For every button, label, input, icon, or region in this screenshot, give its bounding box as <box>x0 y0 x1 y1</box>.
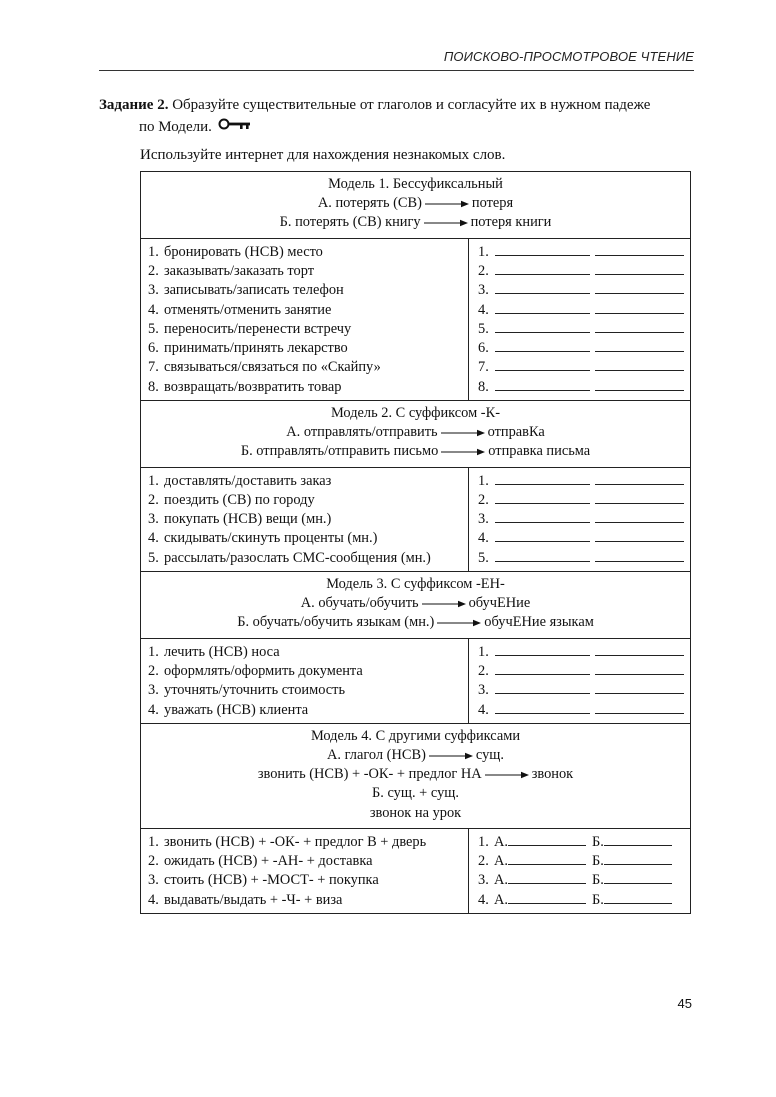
answer-number: 1. <box>478 643 489 660</box>
answer-blank-a[interactable] <box>508 852 586 865</box>
answer-column <box>469 639 690 723</box>
item-number: 6. <box>148 340 159 357</box>
model-example <box>145 594 686 613</box>
answer-item <box>478 891 690 910</box>
answer-blank-object[interactable] <box>595 510 684 523</box>
item-number: 3. <box>148 511 159 528</box>
answer-item <box>478 549 690 568</box>
answer-blank-object[interactable] <box>595 529 684 542</box>
item-number: 7. <box>148 359 159 376</box>
arrow-icon <box>422 600 466 608</box>
answer-number: 4. <box>478 701 489 718</box>
answer-item <box>478 262 690 281</box>
answer-label-b: Б. <box>592 833 604 850</box>
hint-text: Используйте интернет для нахождения незнакомых слов. <box>140 147 506 163</box>
exercise-rows <box>141 829 690 913</box>
answer-number: 3. <box>478 872 489 889</box>
item-number: 3. <box>148 682 159 699</box>
answer-number: 6. <box>478 340 489 357</box>
answer-blank-object[interactable] <box>595 378 684 391</box>
answer-label-a: А. <box>494 853 508 870</box>
item-number: 1. <box>148 643 159 660</box>
answer-item <box>478 833 690 852</box>
model-header <box>141 572 690 639</box>
model-title: Модель 3. С суффиксом -ЕН- <box>326 576 505 593</box>
answer-blank-noun[interactable] <box>495 358 590 371</box>
exercise-item <box>148 262 468 281</box>
answer-item <box>478 339 690 358</box>
model-title: Модель 4. С другими суффиксами <box>310 727 521 744</box>
item-number: 2. <box>148 262 159 279</box>
answer-number: 8. <box>478 378 489 395</box>
model-header <box>141 401 690 468</box>
exercise-item <box>148 871 468 890</box>
model-header <box>141 172 690 239</box>
item-text: оформлять/оформить документа <box>164 662 363 679</box>
example-source: Б. обучать/обучить языкам (мн.) <box>237 614 435 631</box>
answer-item <box>478 491 690 510</box>
item-text: покупать (НСВ) вещи (мн.) <box>164 511 332 528</box>
answer-label-b: Б. <box>592 872 604 889</box>
answer-number: 7. <box>478 359 489 376</box>
exercise-item <box>148 472 468 491</box>
answer-blank-noun[interactable] <box>495 378 590 391</box>
answer-number: 3. <box>478 511 489 528</box>
answer-blank-object[interactable] <box>595 281 684 294</box>
answer-item <box>478 871 690 890</box>
exercise-item <box>148 320 468 339</box>
answer-blank-noun[interactable] <box>495 529 590 542</box>
exercise-item <box>148 301 468 320</box>
exercise-item <box>148 281 468 300</box>
model-title: Модель 1. Бессуфиксальный <box>328 176 503 192</box>
answer-blank-object[interactable] <box>595 701 684 714</box>
exercise-item <box>148 643 468 662</box>
task-label: Задание 2. <box>99 97 169 113</box>
answer-blank-b[interactable] <box>604 852 672 865</box>
exercise-rows <box>141 239 690 401</box>
answer-blank-object[interactable] <box>595 472 684 485</box>
item-text: отменять/отменить занятие <box>164 301 332 318</box>
item-text: ожидать (НСВ) + -АН- + доставка <box>164 853 373 870</box>
example-result: сущ. <box>475 747 504 764</box>
answer-item <box>478 281 690 300</box>
answer-blank-object[interactable] <box>595 681 684 694</box>
answer-blank-object[interactable] <box>595 643 684 656</box>
exercise-item <box>148 358 468 377</box>
answer-number: 1. <box>478 833 489 850</box>
answer-blank-a[interactable] <box>508 871 586 884</box>
item-number: 5. <box>148 320 159 337</box>
exercise-item <box>148 529 468 548</box>
answer-number: 4. <box>478 301 489 318</box>
example-source: Б. потерять (СВ) книгу <box>279 214 421 231</box>
answer-blank-b[interactable] <box>604 833 672 846</box>
exercise-prompts <box>141 468 469 571</box>
models-table <box>140 171 691 914</box>
exercise-item <box>148 701 468 720</box>
arrow-icon <box>424 219 468 227</box>
exercise-item <box>148 681 468 700</box>
exercise-item <box>148 491 468 510</box>
answer-blank-noun[interactable] <box>495 701 590 714</box>
item-text: стоить (НСВ) + -МОСТ- + покупка <box>164 872 379 889</box>
item-text: выдавать/выдать + -Ч- + виза <box>164 891 343 908</box>
answer-blank-noun[interactable] <box>495 339 590 352</box>
example-result: потеря книги <box>470 214 552 231</box>
item-number: 1. <box>148 833 159 850</box>
key-icon <box>218 116 252 138</box>
answer-blank-object[interactable] <box>595 549 684 562</box>
task-line-2 <box>99 116 699 138</box>
answer-number: 2. <box>478 262 489 279</box>
example-result: звонок <box>531 766 574 783</box>
answer-blank-noun[interactable] <box>495 281 590 294</box>
item-text: возвращать/возвратить товар <box>164 378 342 395</box>
item-text: уточнять/уточнить стоимость <box>164 682 346 699</box>
answer-blank-object[interactable] <box>595 662 684 675</box>
answer-column <box>469 239 690 400</box>
answer-column <box>469 829 690 913</box>
example-source: Б. отправлять/отправить письмо <box>240 443 439 460</box>
answer-number: 3. <box>478 282 489 299</box>
item-text: звонить (НСВ) + -ОК- + предлог В + дверь <box>164 833 427 850</box>
answer-blank-b[interactable] <box>604 891 672 904</box>
task-text-2: по Модели. <box>139 119 212 135</box>
example-source: А. обучать/обучить <box>300 595 419 612</box>
item-number: 3. <box>148 282 159 299</box>
answer-item <box>478 320 690 339</box>
answer-item <box>478 529 690 548</box>
exercise-item <box>148 891 468 910</box>
page-number: 45 <box>677 996 692 1011</box>
item-number: 1. <box>148 243 159 260</box>
arrow-icon <box>429 752 473 760</box>
answer-number: 2. <box>478 662 489 679</box>
example-result: отправка письма <box>488 443 591 460</box>
item-text: скидывать/скинуть проценты (мн.) <box>164 530 378 547</box>
answer-item <box>478 243 690 262</box>
item-text: уважать (НСВ) клиента <box>164 701 309 718</box>
answer-number: 4. <box>478 530 489 547</box>
answer-blank-object[interactable] <box>595 301 684 314</box>
answer-label-b: Б. <box>592 891 604 908</box>
answer-label-a: А. <box>494 872 508 889</box>
answer-number: 5. <box>478 320 489 337</box>
model-header <box>141 724 690 829</box>
answer-item <box>478 378 690 397</box>
exercise-item <box>148 510 468 529</box>
arrow-icon <box>425 200 469 208</box>
item-number: 8. <box>148 378 159 395</box>
answer-blank-noun[interactable] <box>495 491 590 504</box>
item-number: 3. <box>148 872 159 889</box>
item-text: поездить (СВ) по городу <box>164 491 315 508</box>
answer-number: 2. <box>478 853 489 870</box>
item-text: записывать/записать телефон <box>164 282 344 299</box>
arrow-icon <box>437 619 481 627</box>
answer-item <box>478 358 690 377</box>
answer-item <box>478 472 690 491</box>
item-text: заказывать/заказать торт <box>164 262 315 279</box>
arrow-icon <box>485 771 529 779</box>
answer-column <box>469 468 690 571</box>
task-instruction <box>99 94 699 138</box>
answer-blank-b[interactable] <box>604 871 672 884</box>
answer-label-b: Б. <box>592 853 604 870</box>
answer-number: 4. <box>478 891 489 908</box>
answer-blank-noun[interactable] <box>495 643 590 656</box>
answer-blank-noun[interactable] <box>495 662 590 675</box>
item-text: доставлять/доставить заказ <box>164 472 332 489</box>
answer-blank-object[interactable] <box>595 320 684 333</box>
example-result: обучЕНие языкам <box>484 614 594 631</box>
exercise-item <box>148 549 468 568</box>
example-source: А. потерять (СВ) <box>317 195 422 212</box>
answer-number: 3. <box>478 682 489 699</box>
exercise-item <box>148 378 468 397</box>
model-example <box>145 442 686 461</box>
answer-blank-object[interactable] <box>595 491 684 504</box>
answer-blank-a[interactable] <box>508 833 586 846</box>
model-example <box>145 423 686 442</box>
item-number: 4. <box>148 891 159 908</box>
model-example <box>145 194 686 213</box>
answer-blank-noun[interactable] <box>495 262 590 275</box>
example-result: отправКа <box>487 424 545 441</box>
model-example <box>145 746 686 765</box>
answer-label-a: А. <box>494 833 508 850</box>
exercise-prompts <box>141 239 469 400</box>
header-rule <box>99 70 694 71</box>
exercise-prompts <box>141 639 469 723</box>
answer-blank-noun[interactable] <box>495 301 590 314</box>
item-text: связываться/связаться по «Скайпу» <box>164 359 381 376</box>
exercise-rows <box>141 639 690 724</box>
model-title: Модель 2. С суффиксом -К- <box>331 404 500 421</box>
model-example <box>145 765 686 784</box>
answer-blank-object[interactable] <box>595 262 684 275</box>
answer-item <box>478 643 690 662</box>
answer-item <box>478 662 690 681</box>
item-number: 2. <box>148 491 159 508</box>
answer-item <box>478 301 690 320</box>
item-number: 2. <box>148 853 159 870</box>
exercise-item <box>148 833 468 852</box>
arrow-icon <box>441 448 485 456</box>
answer-blank-object[interactable] <box>595 358 684 371</box>
answer-label-a: А. <box>494 891 508 908</box>
item-number: 5. <box>148 549 159 566</box>
answer-number: 5. <box>478 549 489 566</box>
answer-blank-noun[interactable] <box>495 320 590 333</box>
example-source: А. глагол (НСВ) <box>327 747 426 764</box>
item-text: бронировать (НСВ) место <box>164 243 323 260</box>
example-source: звонить (НСВ) + -ОК- + предлог НА <box>257 766 482 783</box>
answer-item <box>478 852 690 871</box>
item-number: 4. <box>148 530 159 547</box>
item-text: переносить/перенести встречу <box>164 320 352 337</box>
task-line-1 <box>99 94 699 116</box>
model-example-line: звонок на урок <box>369 804 462 821</box>
answer-blank-noun[interactable] <box>495 472 590 485</box>
answer-blank-noun[interactable] <box>495 681 590 694</box>
answer-number: 2. <box>478 491 489 508</box>
item-number: 2. <box>148 662 159 679</box>
item-text: принимать/принять лекарство <box>164 340 348 357</box>
answer-blank-object[interactable] <box>595 339 684 352</box>
answer-item <box>478 701 690 720</box>
model-example <box>145 613 686 632</box>
example-result: потеря <box>471 195 514 212</box>
running-head: ПОИСКОВО-ПРОСМОТРОВОЕ ЧТЕНИЕ <box>443 49 694 64</box>
model-example-line: Б. сущ. + сущ. <box>372 785 459 802</box>
answer-blank-noun[interactable] <box>495 510 590 523</box>
answer-item <box>478 510 690 529</box>
answer-number: 1. <box>478 472 489 489</box>
model-example <box>145 213 686 232</box>
answer-number: 1. <box>478 243 489 260</box>
item-number: 1. <box>148 472 159 489</box>
answer-blank-noun[interactable] <box>495 243 590 256</box>
arrow-icon <box>441 429 485 437</box>
exercise-prompts <box>141 829 469 913</box>
item-text: лечить (НСВ) носа <box>164 643 280 660</box>
item-text: рассылать/разослать СМС-сообщения (мн.) <box>164 549 431 566</box>
answer-blank-noun[interactable] <box>495 549 590 562</box>
exercise-item <box>148 662 468 681</box>
task-text-1: Образуйте существительные от глаголов и согласуйте их в нужном падеже <box>172 97 651 113</box>
item-number: 4. <box>148 301 159 318</box>
answer-blank-object[interactable] <box>595 243 684 256</box>
exercise-rows <box>141 468 690 572</box>
answer-blank-a[interactable] <box>508 891 586 904</box>
exercise-item <box>148 852 468 871</box>
answer-item <box>478 681 690 700</box>
example-result: обучЕНие <box>468 595 531 612</box>
item-number: 4. <box>148 701 159 718</box>
example-source: А. отправлять/отправить <box>286 424 438 441</box>
exercise-item <box>148 339 468 358</box>
exercise-item <box>148 243 468 262</box>
